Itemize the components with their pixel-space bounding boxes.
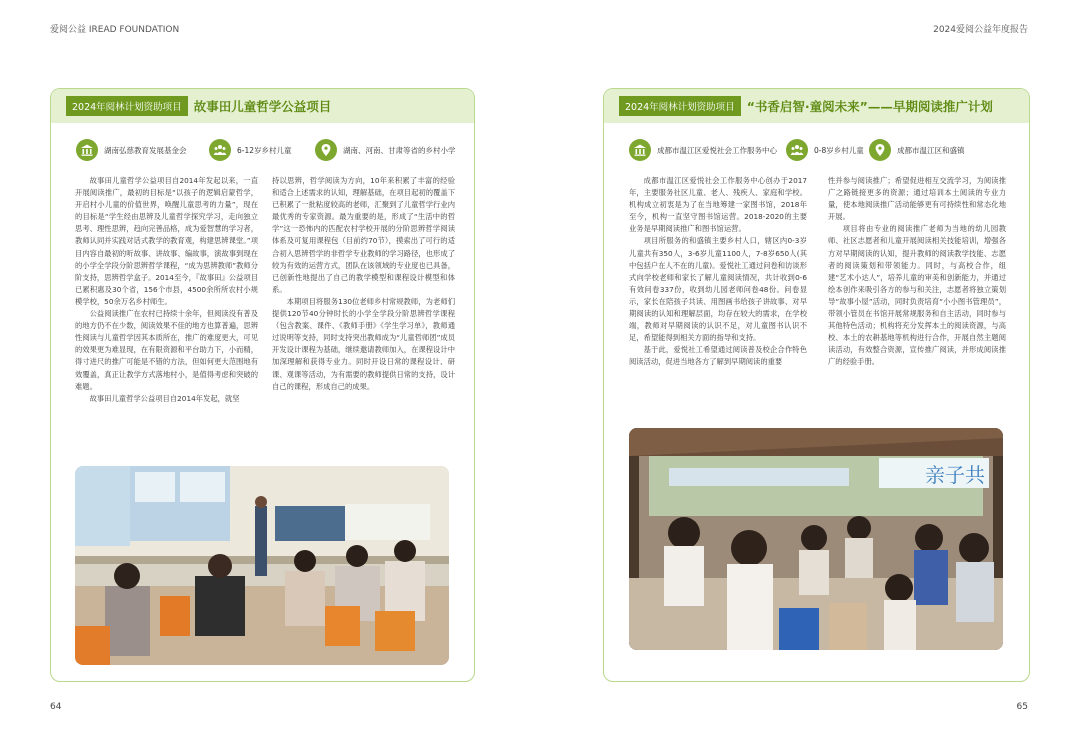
right-title-band xyxy=(604,89,1029,123)
left-title-band xyxy=(51,89,474,123)
banner-text: 亲子共 xyxy=(925,463,985,487)
left-project-panel xyxy=(50,88,475,682)
left-text-column-2 xyxy=(272,175,455,440)
left-project-title: 故事田儿童哲学公益项目 xyxy=(193,99,332,114)
location-pin-icon xyxy=(315,139,337,161)
paragraph: 故事田儿童哲学公益项目自2014年发起，就坚 xyxy=(89,393,240,403)
right-info-row xyxy=(604,137,1029,163)
left-info-beneficiaries: 6-12岁乡村儿童 xyxy=(209,139,292,161)
left-info-organization: 湖南弘慈教育发展基金会 xyxy=(76,139,187,161)
building-icon xyxy=(629,139,651,161)
running-header-left: 爱阅公益 IREAD FOUNDATION xyxy=(50,25,180,35)
paragraph: 本期项目将服务130位老师乡村常规教师，为老师们提供120节40分钟时长的小学全学段分阶思辨哲学课程（包含教案、课件、《教师手册》《学生学习单》，教师通过说明等支持，同时支持突出教师成为“儿童哲师团”成员开发设计课程为基础，继续邀请教师加入，在课程设计中加深理解和获得专业力。同时开设日常的课程设计、研课、观课等活动，为有需要的教师提供日常的支持，设计自己的课程，形成自己的成果。 xyxy=(272,296,455,391)
paragraph: 项目将由专业的阅读推广老师为当地的幼儿园教师、社区志愿者和儿童开展阅读相关技能培训，增强各方对早期阅读的认知，提升教师的阅读教学技能、志愿者的阅读策划和带领能力。同时，与高校合作，组建“艺术小达人”，培养儿童的审美和创新能力，并通过绘本创作来吸引各方的参与和关注，志愿者将独立策划导“故事小屋”活动，同时负责培育“小小图书管理员”，带领小管员在书馆开展常规服务和自主活动，同时参与其他特色活动；机构将充分发挥本土的阅读资源，与高校、本土的农耕基地等机构进行合作，开展自然主题阅读活动，有效整合资源，宣传推广阅读，并形成阅读推广的经验手册。 xyxy=(828,224,1006,367)
people-icon xyxy=(786,139,808,161)
right-text-column-2 xyxy=(828,175,1006,400)
paragraph: 性并参与阅读推广；希望促进相互交流学习，为阅读推广之路链接更多的资源；通过培训本土阅读的专业力量，使本地阅读推广活动能够更有可持续性和常态化地开展。 xyxy=(828,176,1006,222)
right-info-location: 成都市温江区和盛镇 xyxy=(869,139,965,161)
left-project-tag: 2024年阅林计划资助项目 xyxy=(66,96,188,116)
running-header-right: 2024爱阅公益年度报告 xyxy=(933,25,1028,35)
paragraph: 公益阅读推广在农村已持续十余年，但阅读没有普及的地方仍不在少数，阅读效果不佳的地方也算普遍，思辨性阅读与儿童哲学因其本质所在，推广的难度更大，可见的效果更为难显现，在有限资源和平台助力下，小而精，得寸进尺的推广可能是不错的方法，但如何更大范围地有效覆盖，真正让教学方式落地村小，是值得考虑和突破的难题。 xyxy=(75,309,258,391)
building-icon xyxy=(76,139,98,161)
right-project-tag: 2024年阅林计划资助项目 xyxy=(619,96,741,116)
paragraph: 项目所服务的和盛镇主要乡村人口，辖区内0-3岁儿童共有350人，3-6岁儿童1100人，7-8岁650人(其中包括户在人不在的儿童)。爱悦社工通过问卷和访谈形式向学校老师和家长了解儿童阅读情况，共计收到0-6有效问卷337份，收到幼儿园老师问卷48份。问卷显示，家长在陪孩子共读、用图画书给孩子讲故事、对早期阅读的认知和理解层面，均存在较大的需求，在学校端，教师对早期阅读的认识不足，对儿童图书认识不足，希望能得到相关方面的指导和支持。 xyxy=(629,236,807,343)
paragraph: 成都市温江区爱悦社会工作服务中心创办于2017年，主要服务社区儿童、老人、残疾人、家庭和学校。机构成立初衷是为了在当地筹建一家图书馆，2018年至今，机构一直坚守图书馆运营。2018-2020的主要业务是早期阅读推广和图书馆运营。 xyxy=(629,176,807,234)
reading-event-photo xyxy=(629,428,1003,650)
page-number-right: 65 xyxy=(1016,702,1028,712)
left-info-row xyxy=(51,137,474,163)
classroom-photo xyxy=(75,466,449,665)
paragraph: 故事田儿童哲学公益项目自2014年发起以来，一直开展阅读推广，最初的目标是“以孩子的逻辑启蒙哲学，开启村小儿童的价值世界，唤醒儿童思考的力量”，现在的目标是“学生经由思辨及儿童哲学探究学习，走向独立思考、理性思辨，趋向完善品格，成为爱智慧的学习者，教师认同并实践对话式教学的教育观，构建思辨课堂。”项目内容自最初的听故事、讲故事、编故事，演故事到现在的小学全学段分阶思辨哲学课程，“成为思辨教师”教师分阶支持，思辨哲学盒子。2014至今，『故事田』公益项目已累积惠及30个省，156个市县，4500余所所农村小规模学校，50余万名乡村师生。 xyxy=(75,176,258,306)
paragraph: 基于此，爱悦社工希望通过阅读普及校企合作特色阅读活动，促进当地各方了解到早期阅读的重要 xyxy=(629,345,807,367)
location-pin-icon xyxy=(869,139,891,161)
left-info-location: 湖南、河南、甘肃等省的乡村小学 xyxy=(315,139,456,161)
paragraph: 持以思辨，哲学阅读为方向，10年来积累了丰富的经验和适合上述需求的认知，理解基础，在项目起初的覆盖下已积累了一批粘度较高的老师，汇聚到了儿童哲学行业内最优秀的专家资源。最为重要的是，形成了“生活中的哲学”这一恐怖内的匹配农村学校开展的分阶思辨哲学阅读体系及可复用课程包（目前约70节），摸索出了可行的适合初入思辨哲学的非哲学专业教师的学习路径，也形成了较为有效的运营方式，团队在该领域的专业度也已具备，已创新性地提出了自己的教学模型和课程设计模型和体系。 xyxy=(272,176,455,294)
right-text-column-1 xyxy=(629,175,807,400)
right-info-beneficiaries: 0-8岁乡村儿童 xyxy=(786,139,864,161)
right-project-title: “书香启智·童阅未来”——早期阅读推广计划 xyxy=(746,99,993,114)
right-info-organization: 成都市温江区爱悦社会工作服务中心 xyxy=(629,139,777,161)
people-icon xyxy=(209,139,231,161)
page-number-left: 64 xyxy=(50,702,62,712)
left-text-column-1 xyxy=(75,175,258,440)
right-project-panel xyxy=(603,88,1030,682)
